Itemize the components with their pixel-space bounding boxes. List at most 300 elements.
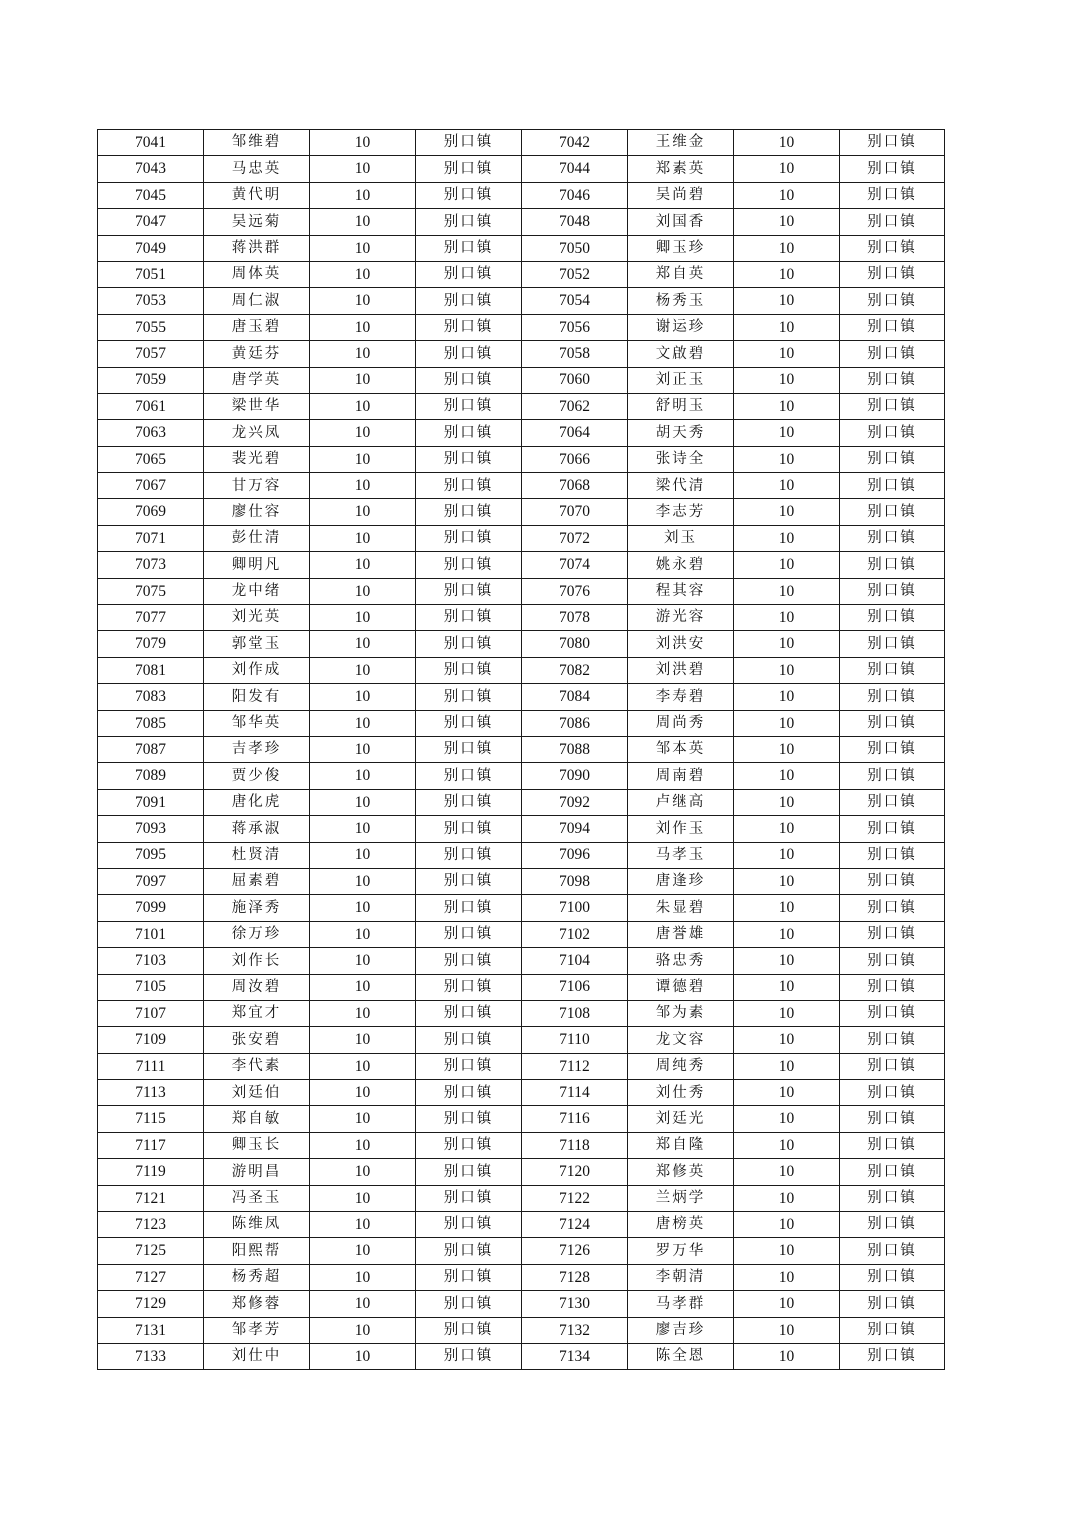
serial-number-cell: 7109 <box>98 1027 204 1053</box>
amount-cell: 10 <box>734 763 840 789</box>
name-cell: 卿玉珍 <box>628 235 734 261</box>
amount-cell: 10 <box>310 1343 416 1369</box>
town-cell: 别口镇 <box>840 473 945 499</box>
town-cell: 别口镇 <box>416 710 522 736</box>
amount-cell: 10 <box>734 948 840 974</box>
table-row <box>98 393 945 419</box>
town-cell: 别口镇 <box>840 1159 945 1185</box>
town-cell: 别口镇 <box>840 156 945 182</box>
name-cell: 刘国香 <box>628 209 734 235</box>
name-cell: 刘仕秀 <box>628 1080 734 1106</box>
town-cell: 别口镇 <box>416 1185 522 1211</box>
amount-cell: 10 <box>310 1317 416 1343</box>
town-cell: 别口镇 <box>416 1106 522 1132</box>
amount-cell: 10 <box>310 816 416 842</box>
table-row <box>98 710 945 736</box>
amount-cell: 10 <box>734 341 840 367</box>
name-cell: 谭德碧 <box>628 974 734 1000</box>
serial-number-cell: 7070 <box>522 499 628 525</box>
town-cell: 别口镇 <box>416 842 522 868</box>
amount-cell: 10 <box>734 1317 840 1343</box>
amount-cell: 10 <box>310 948 416 974</box>
table-row <box>98 1000 945 1026</box>
serial-number-cell: 7088 <box>522 736 628 762</box>
serial-number-cell: 7053 <box>98 288 204 314</box>
town-cell: 别口镇 <box>416 1317 522 1343</box>
name-cell: 刘正玉 <box>628 367 734 393</box>
table-row <box>98 156 945 182</box>
town-cell: 别口镇 <box>840 736 945 762</box>
serial-number-cell: 7073 <box>98 552 204 578</box>
town-cell: 别口镇 <box>840 1212 945 1238</box>
amount-cell: 10 <box>310 974 416 1000</box>
serial-number-cell: 7096 <box>522 842 628 868</box>
serial-number-cell: 7045 <box>98 182 204 208</box>
serial-number-cell: 7091 <box>98 789 204 815</box>
serial-number-cell: 7054 <box>522 288 628 314</box>
town-cell: 别口镇 <box>416 1027 522 1053</box>
amount-cell: 10 <box>310 1264 416 1290</box>
name-cell: 兰炳学 <box>628 1185 734 1211</box>
town-cell: 别口镇 <box>840 605 945 631</box>
name-cell: 卢继高 <box>628 789 734 815</box>
serial-number-cell: 7104 <box>522 948 628 974</box>
amount-cell: 10 <box>310 314 416 340</box>
name-cell: 程其容 <box>628 578 734 604</box>
name-cell: 冯圣玉 <box>204 1185 310 1211</box>
town-cell: 别口镇 <box>840 631 945 657</box>
town-cell: 别口镇 <box>840 1132 945 1158</box>
town-cell: 别口镇 <box>416 657 522 683</box>
amount-cell: 10 <box>734 1238 840 1264</box>
serial-number-cell: 7082 <box>522 657 628 683</box>
amount-cell: 10 <box>734 1185 840 1211</box>
town-cell: 别口镇 <box>416 314 522 340</box>
town-cell: 别口镇 <box>840 393 945 419</box>
table-row <box>98 868 945 894</box>
amount-cell: 10 <box>310 921 416 947</box>
serial-number-cell: 7097 <box>98 868 204 894</box>
amount-cell: 10 <box>310 1132 416 1158</box>
serial-number-cell: 7118 <box>522 1132 628 1158</box>
town-cell: 别口镇 <box>840 868 945 894</box>
amount-cell: 10 <box>734 288 840 314</box>
amount-cell: 10 <box>734 1106 840 1132</box>
amount-cell: 10 <box>310 789 416 815</box>
name-cell: 周南碧 <box>628 763 734 789</box>
table-row <box>98 1080 945 1106</box>
town-cell: 别口镇 <box>840 1291 945 1317</box>
table-row <box>98 446 945 472</box>
table-row <box>98 552 945 578</box>
amount-cell: 10 <box>734 657 840 683</box>
amount-cell: 10 <box>734 156 840 182</box>
amount-cell: 10 <box>310 209 416 235</box>
serial-number-cell: 7134 <box>522 1343 628 1369</box>
amount-cell: 10 <box>734 1132 840 1158</box>
serial-number-cell: 7065 <box>98 446 204 472</box>
name-cell: 罗万华 <box>628 1238 734 1264</box>
serial-number-cell: 7050 <box>522 235 628 261</box>
town-cell: 别口镇 <box>840 235 945 261</box>
amount-cell: 10 <box>310 1291 416 1317</box>
name-cell: 邹为素 <box>628 1000 734 1026</box>
amount-cell: 10 <box>734 1080 840 1106</box>
table-row <box>98 631 945 657</box>
serial-number-cell: 7078 <box>522 605 628 631</box>
name-cell: 邹维碧 <box>204 130 310 156</box>
town-cell: 别口镇 <box>416 974 522 1000</box>
name-cell: 刘作成 <box>204 657 310 683</box>
serial-number-cell: 7083 <box>98 684 204 710</box>
amount-cell: 10 <box>734 605 840 631</box>
name-cell: 郑修英 <box>628 1159 734 1185</box>
table-row <box>98 1212 945 1238</box>
town-cell: 别口镇 <box>416 1000 522 1026</box>
serial-number-cell: 7117 <box>98 1132 204 1158</box>
serial-number-cell: 7043 <box>98 156 204 182</box>
serial-number-cell: 7126 <box>522 1238 628 1264</box>
name-cell: 裴光碧 <box>204 446 310 472</box>
amount-cell: 10 <box>734 895 840 921</box>
name-cell: 邹本英 <box>628 736 734 762</box>
name-cell: 张安碧 <box>204 1027 310 1053</box>
serial-number-cell: 7071 <box>98 525 204 551</box>
town-cell: 别口镇 <box>416 816 522 842</box>
name-cell: 屈素碧 <box>204 868 310 894</box>
town-cell: 别口镇 <box>840 1343 945 1369</box>
amount-cell: 10 <box>310 868 416 894</box>
name-cell: 邹孝芳 <box>204 1317 310 1343</box>
serial-number-cell: 7076 <box>522 578 628 604</box>
name-cell: 郑宜才 <box>204 1000 310 1026</box>
serial-number-cell: 7130 <box>522 1291 628 1317</box>
town-cell: 别口镇 <box>840 367 945 393</box>
amount-cell: 10 <box>310 1159 416 1185</box>
serial-number-cell: 7044 <box>522 156 628 182</box>
name-cell: 施泽秀 <box>204 895 310 921</box>
name-cell: 胡天秀 <box>628 420 734 446</box>
name-cell: 李志芳 <box>628 499 734 525</box>
name-cell: 王维金 <box>628 130 734 156</box>
town-cell: 别口镇 <box>840 974 945 1000</box>
table-row <box>98 657 945 683</box>
amount-cell: 10 <box>734 684 840 710</box>
serial-number-cell: 7129 <box>98 1291 204 1317</box>
amount-cell: 10 <box>310 1053 416 1079</box>
name-cell: 杨秀玉 <box>628 288 734 314</box>
amount-cell: 10 <box>310 420 416 446</box>
serial-number-cell: 7056 <box>522 314 628 340</box>
serial-number-cell: 7116 <box>522 1106 628 1132</box>
serial-number-cell: 7069 <box>98 499 204 525</box>
name-cell: 郑素英 <box>628 156 734 182</box>
name-cell: 徐万珍 <box>204 921 310 947</box>
town-cell: 别口镇 <box>416 156 522 182</box>
name-cell: 唐学英 <box>204 367 310 393</box>
town-cell: 别口镇 <box>840 525 945 551</box>
name-cell: 唐逢珍 <box>628 868 734 894</box>
town-cell: 别口镇 <box>416 288 522 314</box>
serial-number-cell: 7079 <box>98 631 204 657</box>
serial-number-cell: 7058 <box>522 341 628 367</box>
amount-cell: 10 <box>310 1080 416 1106</box>
serial-number-cell: 7119 <box>98 1159 204 1185</box>
serial-number-cell: 7113 <box>98 1080 204 1106</box>
amount-cell: 10 <box>734 736 840 762</box>
town-cell: 别口镇 <box>416 552 522 578</box>
serial-number-cell: 7075 <box>98 578 204 604</box>
town-cell: 别口镇 <box>416 1343 522 1369</box>
name-cell: 唐誉雄 <box>628 921 734 947</box>
table-row <box>98 209 945 235</box>
town-cell: 别口镇 <box>840 182 945 208</box>
amount-cell: 10 <box>734 367 840 393</box>
amount-cell: 10 <box>734 420 840 446</box>
town-cell: 别口镇 <box>416 235 522 261</box>
name-cell: 刘光英 <box>204 605 310 631</box>
amount-cell: 10 <box>310 288 416 314</box>
table-row <box>98 341 945 367</box>
serial-number-cell: 7115 <box>98 1106 204 1132</box>
town-cell: 别口镇 <box>416 921 522 947</box>
amount-cell: 10 <box>310 393 416 419</box>
serial-number-cell: 7093 <box>98 816 204 842</box>
name-cell: 骆忠秀 <box>628 948 734 974</box>
town-cell: 别口镇 <box>416 420 522 446</box>
amount-cell: 10 <box>310 130 416 156</box>
table-row <box>98 763 945 789</box>
roster-table <box>97 129 945 1370</box>
serial-number-cell: 7085 <box>98 710 204 736</box>
town-cell: 别口镇 <box>840 842 945 868</box>
table-row <box>98 1238 945 1264</box>
name-cell: 郑自敏 <box>204 1106 310 1132</box>
serial-number-cell: 7102 <box>522 921 628 947</box>
serial-number-cell: 7127 <box>98 1264 204 1290</box>
serial-number-cell: 7072 <box>522 525 628 551</box>
amount-cell: 10 <box>310 578 416 604</box>
name-cell: 马忠英 <box>204 156 310 182</box>
amount-cell: 10 <box>734 710 840 736</box>
town-cell: 别口镇 <box>416 209 522 235</box>
town-cell: 别口镇 <box>840 921 945 947</box>
serial-number-cell: 7081 <box>98 657 204 683</box>
amount-cell: 10 <box>734 446 840 472</box>
name-cell: 文啟碧 <box>628 341 734 367</box>
table-row <box>98 1291 945 1317</box>
serial-number-cell: 7041 <box>98 130 204 156</box>
amount-cell: 10 <box>310 525 416 551</box>
town-cell: 别口镇 <box>840 341 945 367</box>
town-cell: 别口镇 <box>840 1027 945 1053</box>
name-cell: 阳熙帮 <box>204 1238 310 1264</box>
table-row <box>98 314 945 340</box>
name-cell: 吴尚碧 <box>628 182 734 208</box>
town-cell: 别口镇 <box>416 367 522 393</box>
table-row <box>98 842 945 868</box>
serial-number-cell: 7099 <box>98 895 204 921</box>
town-cell: 别口镇 <box>416 605 522 631</box>
amount-cell: 10 <box>734 473 840 499</box>
amount-cell: 10 <box>310 895 416 921</box>
amount-cell: 10 <box>734 182 840 208</box>
town-cell: 别口镇 <box>840 816 945 842</box>
table-row <box>98 1132 945 1158</box>
table-row <box>98 182 945 208</box>
name-cell: 郑修蓉 <box>204 1291 310 1317</box>
name-cell: 廖仕容 <box>204 499 310 525</box>
name-cell: 周仁淑 <box>204 288 310 314</box>
serial-number-cell: 7131 <box>98 1317 204 1343</box>
amount-cell: 10 <box>734 499 840 525</box>
serial-number-cell: 7101 <box>98 921 204 947</box>
amount-cell: 10 <box>734 1159 840 1185</box>
name-cell: 龙兴凤 <box>204 420 310 446</box>
name-cell: 刘廷光 <box>628 1106 734 1132</box>
serial-number-cell: 7120 <box>522 1159 628 1185</box>
amount-cell: 10 <box>734 393 840 419</box>
amount-cell: 10 <box>734 261 840 287</box>
serial-number-cell: 7092 <box>522 789 628 815</box>
table-row <box>98 288 945 314</box>
serial-number-cell: 7068 <box>522 473 628 499</box>
serial-number-cell: 7106 <box>522 974 628 1000</box>
table-row <box>98 261 945 287</box>
name-cell: 邹华英 <box>204 710 310 736</box>
amount-cell: 10 <box>310 446 416 472</box>
name-cell: 龙文容 <box>628 1027 734 1053</box>
table-row <box>98 789 945 815</box>
name-cell: 吴远菊 <box>204 209 310 235</box>
town-cell: 别口镇 <box>416 473 522 499</box>
amount-cell: 10 <box>310 473 416 499</box>
serial-number-cell: 7077 <box>98 605 204 631</box>
amount-cell: 10 <box>734 314 840 340</box>
town-cell: 别口镇 <box>840 710 945 736</box>
amount-cell: 10 <box>734 552 840 578</box>
town-cell: 别口镇 <box>840 1053 945 1079</box>
name-cell: 杨秀超 <box>204 1264 310 1290</box>
town-cell: 别口镇 <box>840 209 945 235</box>
name-cell: 谢运珍 <box>628 314 734 340</box>
town-cell: 别口镇 <box>840 1000 945 1026</box>
name-cell: 刘玉 <box>628 525 734 551</box>
amount-cell: 10 <box>734 235 840 261</box>
town-cell: 别口镇 <box>840 684 945 710</box>
table-row <box>98 948 945 974</box>
town-cell: 别口镇 <box>416 261 522 287</box>
serial-number-cell: 7061 <box>98 393 204 419</box>
serial-number-cell: 7110 <box>522 1027 628 1053</box>
town-cell: 别口镇 <box>840 578 945 604</box>
amount-cell: 10 <box>734 868 840 894</box>
name-cell: 卿明凡 <box>204 552 310 578</box>
serial-number-cell: 7111 <box>98 1053 204 1079</box>
amount-cell: 10 <box>310 235 416 261</box>
town-cell: 别口镇 <box>840 1106 945 1132</box>
table-row <box>98 1027 945 1053</box>
name-cell: 舒明玉 <box>628 393 734 419</box>
amount-cell: 10 <box>734 816 840 842</box>
serial-number-cell: 7087 <box>98 736 204 762</box>
name-cell: 朱显碧 <box>628 895 734 921</box>
amount-cell: 10 <box>310 763 416 789</box>
table-row <box>98 1264 945 1290</box>
table-row <box>98 974 945 1000</box>
amount-cell: 10 <box>310 657 416 683</box>
town-cell: 别口镇 <box>840 1317 945 1343</box>
town-cell: 别口镇 <box>416 895 522 921</box>
amount-cell: 10 <box>734 578 840 604</box>
town-cell: 别口镇 <box>416 393 522 419</box>
town-cell: 别口镇 <box>840 446 945 472</box>
serial-number-cell: 7052 <box>522 261 628 287</box>
table-row <box>98 1317 945 1343</box>
amount-cell: 10 <box>734 209 840 235</box>
name-cell: 姚永碧 <box>628 552 734 578</box>
town-cell: 别口镇 <box>840 948 945 974</box>
name-cell: 彭仕清 <box>204 525 310 551</box>
name-cell: 游明昌 <box>204 1159 310 1185</box>
serial-number-cell: 7108 <box>522 1000 628 1026</box>
name-cell: 周体英 <box>204 261 310 287</box>
serial-number-cell: 7124 <box>522 1212 628 1238</box>
serial-number-cell: 7066 <box>522 446 628 472</box>
serial-number-cell: 7100 <box>522 895 628 921</box>
serial-number-cell: 7089 <box>98 763 204 789</box>
name-cell: 唐化虎 <box>204 789 310 815</box>
name-cell: 马孝群 <box>628 1291 734 1317</box>
town-cell: 别口镇 <box>840 763 945 789</box>
town-cell: 别口镇 <box>416 341 522 367</box>
serial-number-cell: 7062 <box>522 393 628 419</box>
town-cell: 别口镇 <box>416 130 522 156</box>
name-cell: 马孝玉 <box>628 842 734 868</box>
serial-number-cell: 7090 <box>522 763 628 789</box>
amount-cell: 10 <box>734 130 840 156</box>
roster-table-body <box>98 130 945 1370</box>
amount-cell: 10 <box>734 1053 840 1079</box>
table-row <box>98 420 945 446</box>
town-cell: 别口镇 <box>840 314 945 340</box>
serial-number-cell: 7098 <box>522 868 628 894</box>
amount-cell: 10 <box>310 631 416 657</box>
town-cell: 别口镇 <box>840 130 945 156</box>
serial-number-cell: 7051 <box>98 261 204 287</box>
name-cell: 杜贤清 <box>204 842 310 868</box>
name-cell: 郭堂玉 <box>204 631 310 657</box>
name-cell: 廖吉珍 <box>628 1317 734 1343</box>
serial-number-cell: 7057 <box>98 341 204 367</box>
amount-cell: 10 <box>310 736 416 762</box>
town-cell: 别口镇 <box>840 1080 945 1106</box>
serial-number-cell: 7067 <box>98 473 204 499</box>
town-cell: 别口镇 <box>416 1053 522 1079</box>
table-row <box>98 1053 945 1079</box>
amount-cell: 10 <box>310 156 416 182</box>
serial-number-cell: 7112 <box>522 1053 628 1079</box>
serial-number-cell: 7084 <box>522 684 628 710</box>
amount-cell: 10 <box>310 1000 416 1026</box>
table-row <box>98 367 945 393</box>
amount-cell: 10 <box>734 1000 840 1026</box>
name-cell: 郑自英 <box>628 261 734 287</box>
name-cell: 刘廷伯 <box>204 1080 310 1106</box>
serial-number-cell: 7095 <box>98 842 204 868</box>
serial-number-cell: 7080 <box>522 631 628 657</box>
name-cell: 刘作长 <box>204 948 310 974</box>
